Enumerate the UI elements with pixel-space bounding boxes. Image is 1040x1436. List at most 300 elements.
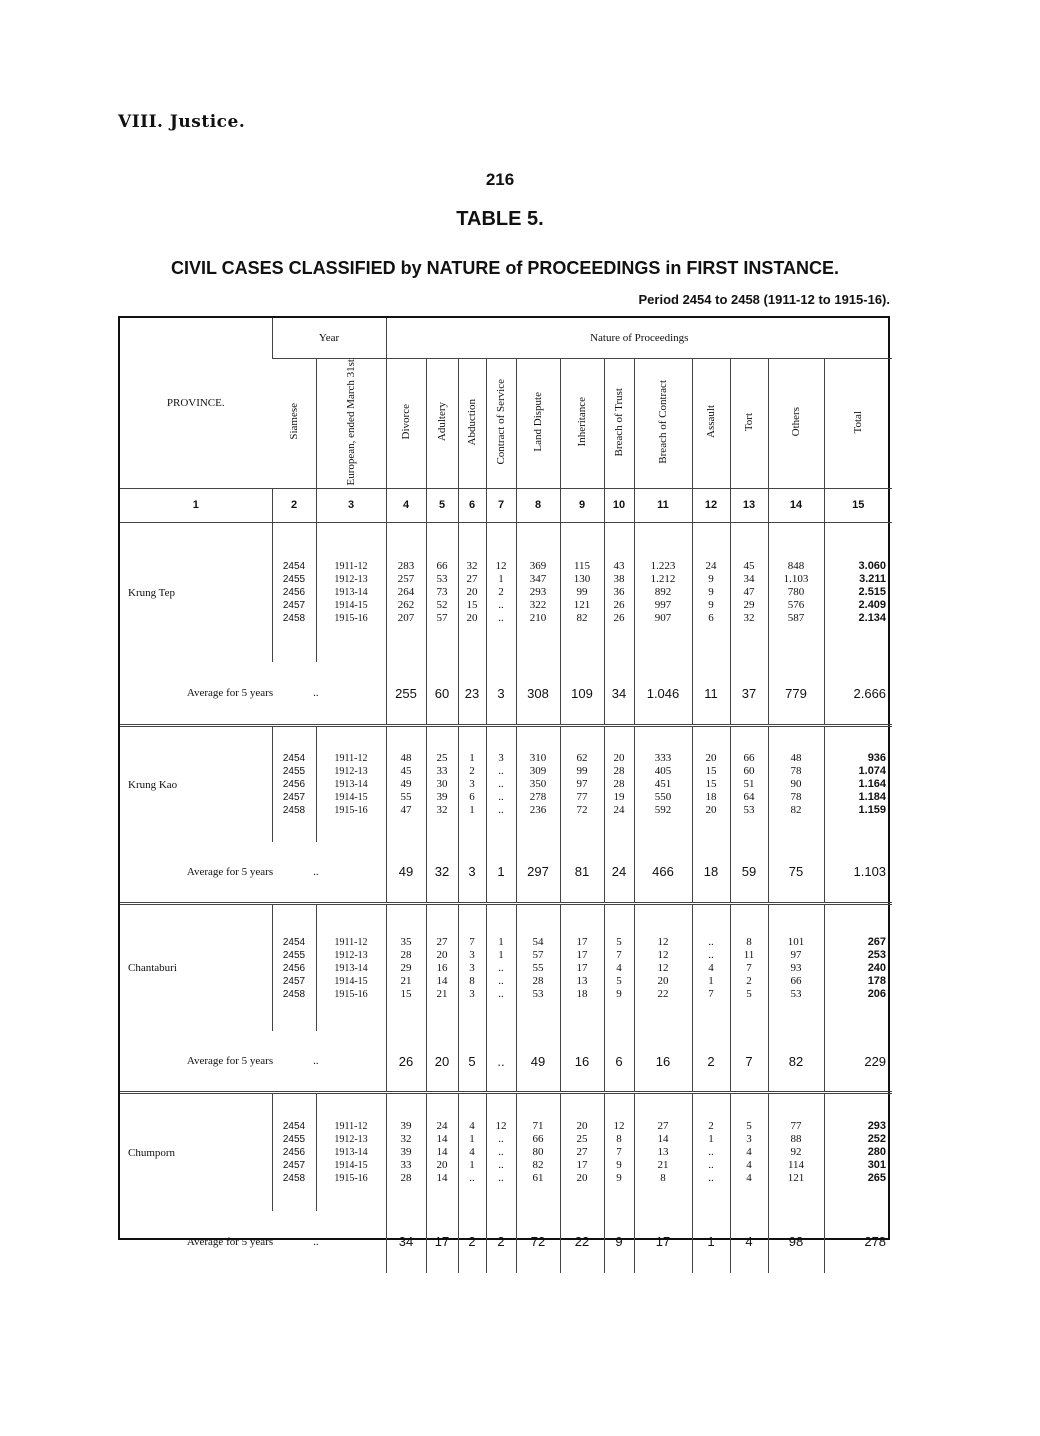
page-number: 216: [485, 170, 515, 189]
european-year: 1915-16: [334, 1173, 368, 1185]
value: 30: [436, 778, 448, 791]
value: 278: [529, 791, 547, 804]
siamese-year: 2458: [282, 1173, 306, 1185]
value-cell: [426, 726, 458, 842]
value-cell: [516, 726, 560, 842]
value: 1.159: [858, 804, 887, 817]
value: 936: [867, 752, 887, 765]
value: 20: [705, 804, 717, 817]
value: 8: [616, 1133, 622, 1146]
year-header: Year: [272, 318, 386, 358]
value-cell: [426, 1093, 458, 1211]
value: 7: [708, 987, 714, 1000]
value: 1.103: [783, 573, 809, 586]
siamese-year: 2457: [282, 600, 306, 612]
european-year: 1912-13: [334, 574, 368, 586]
value: 60: [743, 765, 755, 778]
value: 20: [576, 1120, 588, 1133]
value: 17: [576, 1159, 588, 1172]
value: 1: [469, 1159, 475, 1172]
column-header: [386, 358, 426, 488]
average-value: 308: [516, 662, 560, 724]
province-name: Chantaburi: [128, 962, 177, 975]
value: 592: [654, 804, 672, 817]
column-number: 9: [560, 488, 604, 522]
average-value: 16: [560, 1031, 604, 1091]
value: 5: [616, 935, 622, 948]
table-title: TABLE 5.: [456, 208, 544, 230]
european-year: 1912-13: [334, 949, 368, 961]
value: 309: [529, 765, 547, 778]
value-cell: [386, 522, 426, 662]
value: 99: [576, 765, 588, 778]
value: 3: [746, 1133, 752, 1146]
value: 33: [436, 765, 448, 778]
european-year: 1911-12: [334, 753, 368, 765]
siamese-years: [272, 903, 316, 1031]
value: 29: [400, 961, 412, 974]
value: 265: [867, 1172, 887, 1185]
data-row: [120, 903, 892, 1031]
average-value: 26: [386, 1031, 426, 1091]
value: 1: [498, 935, 504, 948]
value: 82: [790, 804, 802, 817]
column-header-label: Assault: [704, 405, 717, 439]
value: 1.212: [650, 573, 676, 586]
siamese-year: 2458: [282, 988, 306, 1000]
european-years: [316, 522, 386, 662]
value: 1: [708, 1133, 714, 1146]
value: 3: [498, 752, 504, 765]
value-cell: [730, 726, 768, 842]
value-cell: [486, 903, 516, 1031]
value: 16: [436, 961, 448, 974]
average-value: 7: [730, 1031, 768, 1091]
value-cell: [730, 1093, 768, 1211]
value-cell: [634, 726, 692, 842]
value: 47: [400, 804, 412, 817]
province-name: Chumporn: [128, 1146, 176, 1159]
value: 15: [705, 778, 717, 791]
average-value: 297: [516, 842, 560, 902]
average-value: 229: [824, 1031, 892, 1091]
column-header: [272, 358, 316, 488]
value: 8: [469, 974, 475, 987]
value: 350: [529, 778, 547, 791]
value: 7: [469, 935, 475, 948]
value: 13: [657, 1146, 669, 1159]
average-value: 3: [458, 842, 486, 902]
value: 9: [708, 586, 714, 599]
section-heading: VIII. Justice.: [118, 112, 246, 132]
value: 2: [746, 974, 752, 987]
value: ..: [498, 765, 504, 778]
value: 121: [573, 599, 591, 612]
column-header-label: Inheritance: [575, 397, 588, 447]
siamese-year: 2456: [282, 587, 306, 599]
average-value: 98: [768, 1211, 824, 1273]
value: 49: [400, 778, 412, 791]
value-cell: [824, 726, 892, 842]
value-cell: [458, 726, 486, 842]
value: 21: [400, 974, 412, 987]
value: 1: [469, 804, 475, 817]
european-year: 1915-16: [334, 613, 368, 625]
value: 88: [790, 1133, 802, 1146]
average-value: 75: [768, 842, 824, 902]
value: 57: [532, 948, 544, 961]
european-year: 1913-14: [334, 779, 368, 791]
european-year: 1914-15: [334, 600, 368, 612]
value: 1: [469, 752, 475, 765]
average-label-text: Average for 5 years: [186, 687, 274, 700]
european-year: 1912-13: [334, 766, 368, 778]
value-cell: [634, 903, 692, 1031]
value: 78: [790, 791, 802, 804]
siamese-year: 2454: [282, 561, 306, 573]
column-number: 3: [316, 488, 386, 522]
value: 53: [436, 573, 448, 586]
value-cell: [486, 1093, 516, 1211]
value: ..: [498, 599, 504, 612]
column-number: 5: [426, 488, 458, 522]
average-value: 6: [604, 1031, 634, 1091]
value-cell: [458, 903, 486, 1031]
value: 39: [436, 791, 448, 804]
value: 47: [743, 586, 755, 599]
value: 17: [576, 935, 588, 948]
value: 283: [397, 560, 415, 573]
value: 25: [436, 752, 448, 765]
value-cell: [768, 522, 824, 662]
value: 9: [616, 987, 622, 1000]
value: 57: [436, 612, 448, 625]
value: 293: [529, 586, 547, 599]
value: 20: [466, 612, 478, 625]
value-cell: [486, 522, 516, 662]
value: 34: [743, 573, 755, 586]
value: 13: [576, 974, 588, 987]
value: ..: [708, 935, 714, 948]
value: 2.515: [858, 586, 887, 599]
value: 550: [654, 791, 672, 804]
column-number: 1: [120, 488, 272, 522]
average-value: 59: [730, 842, 768, 902]
value: 24: [436, 1120, 448, 1133]
value: 369: [529, 560, 547, 573]
siamese-year: 2458: [282, 805, 306, 817]
value-cell: [604, 1093, 634, 1211]
value: 587: [787, 612, 805, 625]
value: 2: [708, 1120, 714, 1133]
siamese-years: [272, 522, 316, 662]
average-dots: ..: [313, 687, 319, 700]
column-number: 7: [486, 488, 516, 522]
average-value: 34: [386, 1211, 426, 1273]
value: 29: [743, 599, 755, 612]
average-row: [120, 842, 892, 902]
period-note: Period 2454 to 2458 (1911-12 to 1915-16).: [638, 292, 890, 307]
average-value: 2.666: [824, 662, 892, 724]
civil-cases-table: [118, 316, 890, 1250]
value-cell: [692, 903, 730, 1031]
european-year: 1911-12: [334, 936, 368, 948]
value: ..: [498, 1172, 504, 1185]
value: ..: [498, 1159, 504, 1172]
value-cell: [560, 1093, 604, 1211]
average-value: 60: [426, 662, 458, 724]
value: 115: [573, 560, 591, 573]
value-cell: [560, 726, 604, 842]
european-year: 1911-12: [334, 1121, 368, 1133]
value: 39: [400, 1120, 412, 1133]
average-value: 1.103: [824, 842, 892, 902]
value: 4: [746, 1146, 752, 1159]
value: 14: [436, 1146, 448, 1159]
value: 82: [576, 612, 588, 625]
column-header: [768, 358, 824, 488]
value: 24: [613, 804, 625, 817]
value: 333: [654, 752, 672, 765]
value: 848: [787, 560, 805, 573]
value: ..: [708, 948, 714, 961]
data-row: [120, 726, 892, 842]
average-label: [120, 1211, 386, 1273]
siamese-year: 2457: [282, 792, 306, 804]
average-value: 1: [486, 842, 516, 902]
value: 451: [654, 778, 672, 791]
value: 55: [532, 961, 544, 974]
average-value: 9: [604, 1211, 634, 1273]
column-number: 15: [824, 488, 892, 522]
value-cell: [634, 1093, 692, 1211]
value-cell: [692, 726, 730, 842]
value: 12: [657, 948, 669, 961]
value: 21: [436, 987, 448, 1000]
value: 15: [705, 765, 717, 778]
value: 7: [616, 1146, 622, 1159]
siamese-year: 2455: [282, 1134, 306, 1146]
value: 301: [867, 1159, 887, 1172]
column-number: 14: [768, 488, 824, 522]
value: 2: [498, 586, 504, 599]
value: 32: [743, 612, 755, 625]
value: 32: [466, 560, 478, 573]
average-value: 34: [604, 662, 634, 724]
average-label-text: Average for 5 years: [186, 865, 274, 878]
average-value: 5: [458, 1031, 486, 1091]
value: 36: [613, 586, 625, 599]
average-label: [120, 662, 386, 724]
column-header: [486, 358, 516, 488]
average-value: 255: [386, 662, 426, 724]
value: 1: [469, 1133, 475, 1146]
value: 1.184: [858, 791, 887, 804]
value: 32: [400, 1133, 412, 1146]
siamese-year: 2454: [282, 1121, 306, 1133]
column-header: [458, 358, 486, 488]
value: 20: [613, 752, 625, 765]
column-header-label: Adultery: [435, 402, 448, 442]
value-cell: [516, 1093, 560, 1211]
value-cell: [458, 1093, 486, 1211]
value: 405: [654, 765, 672, 778]
average-value: 82: [768, 1031, 824, 1091]
value: 6: [708, 612, 714, 625]
european-year: 1914-15: [334, 792, 368, 804]
average-value: 17: [426, 1211, 458, 1273]
value-cell: [486, 726, 516, 842]
average-dots: ..: [313, 1235, 319, 1248]
value: 33: [400, 1159, 412, 1172]
value: 5: [746, 1120, 752, 1133]
value-cell: [604, 726, 634, 842]
average-value: 466: [634, 842, 692, 902]
value: 280: [867, 1146, 887, 1159]
value: 61: [532, 1172, 544, 1185]
value: 892: [654, 586, 672, 599]
value: 9: [616, 1172, 622, 1185]
value: 48: [400, 752, 412, 765]
value: 907: [654, 612, 672, 625]
value: 2.134: [858, 612, 887, 625]
average-value: 20: [426, 1031, 458, 1091]
value: 20: [576, 1172, 588, 1185]
value-cell: [560, 522, 604, 662]
column-number: 10: [604, 488, 634, 522]
average-value: ..: [486, 1031, 516, 1091]
average-row: [120, 662, 892, 724]
value: 93: [790, 961, 802, 974]
value-cell: [426, 903, 458, 1031]
value-cell: [560, 903, 604, 1031]
average-value: 779: [768, 662, 824, 724]
average-value: 16: [634, 1031, 692, 1091]
column-header: [426, 358, 458, 488]
value: 780: [787, 586, 805, 599]
value: 14: [436, 1172, 448, 1185]
value: 48: [790, 752, 802, 765]
value: 26: [613, 612, 625, 625]
value: 236: [529, 804, 547, 817]
value: 210: [529, 612, 547, 625]
average-value: 3: [486, 662, 516, 724]
column-header: [824, 358, 892, 488]
value: 2.409: [858, 599, 887, 612]
value: 9: [616, 1159, 622, 1172]
column-header-label: European, ended March 31st: [344, 358, 357, 485]
value-cell: [692, 522, 730, 662]
value: ..: [498, 804, 504, 817]
value: 1: [498, 573, 504, 586]
value: 257: [397, 573, 415, 586]
value: 22: [657, 987, 669, 1000]
value: 43: [613, 560, 625, 573]
value: 28: [400, 948, 412, 961]
value: 264: [397, 586, 415, 599]
value: 130: [573, 573, 591, 586]
value: 97: [790, 948, 802, 961]
value: 15: [466, 599, 478, 612]
siamese-year: 2457: [282, 1160, 306, 1172]
value: 97: [576, 778, 588, 791]
column-number: 2: [272, 488, 316, 522]
value: ..: [498, 974, 504, 987]
average-value: 72: [516, 1211, 560, 1273]
value: 27: [466, 573, 478, 586]
value: ..: [498, 778, 504, 791]
value: 310: [529, 752, 547, 765]
siamese-year: 2458: [282, 613, 306, 625]
value: 72: [576, 804, 588, 817]
value: 14: [436, 1133, 448, 1146]
value: 17: [576, 948, 588, 961]
value: 9: [708, 599, 714, 612]
value: 253: [867, 948, 887, 961]
average-value: 2: [486, 1211, 516, 1273]
value: 12: [613, 1120, 625, 1133]
province-name: Krung Kao: [128, 778, 178, 791]
average-label: [120, 842, 386, 902]
value-cell: [458, 522, 486, 662]
european-year: 1913-14: [334, 587, 368, 599]
average-value: 23: [458, 662, 486, 724]
european-year: 1911-12: [334, 561, 368, 573]
value-cell: [692, 1093, 730, 1211]
value: ..: [498, 1133, 504, 1146]
average-value: 32: [426, 842, 458, 902]
value-cell: [730, 903, 768, 1031]
column-header: [516, 358, 560, 488]
value: 12: [495, 1120, 507, 1133]
value: 8: [746, 935, 752, 948]
value: 178: [867, 974, 887, 987]
value: 1.223: [650, 560, 676, 573]
average-label-text: Average for 5 years: [186, 1235, 274, 1248]
value: ..: [498, 612, 504, 625]
european-year: 1915-16: [334, 988, 368, 1000]
column-header-label: Divorce: [399, 404, 412, 440]
data-row: [120, 522, 892, 662]
column-header: [634, 358, 692, 488]
average-value: 18: [692, 842, 730, 902]
value: 27: [576, 1146, 588, 1159]
value: 207: [397, 612, 415, 625]
value: 28: [613, 778, 625, 791]
value: 4: [746, 1159, 752, 1172]
value: 66: [790, 974, 802, 987]
value: 90: [790, 778, 802, 791]
value: 4: [616, 961, 622, 974]
value: 51: [743, 778, 755, 791]
value: 997: [654, 599, 672, 612]
column-number: 8: [516, 488, 560, 522]
value: 11: [743, 948, 755, 961]
column-number: 4: [386, 488, 426, 522]
european-year: 1912-13: [334, 1134, 368, 1146]
european-year: 1913-14: [334, 1147, 368, 1159]
value: 66: [532, 1133, 544, 1146]
value: 18: [705, 791, 717, 804]
average-value: 278: [824, 1211, 892, 1273]
value-cell: [768, 1093, 824, 1211]
value: 15: [400, 987, 412, 1000]
column-number: 12: [692, 488, 730, 522]
value: ..: [498, 791, 504, 804]
column-header: [730, 358, 768, 488]
average-value: 1: [692, 1211, 730, 1273]
value: 24: [705, 560, 717, 573]
